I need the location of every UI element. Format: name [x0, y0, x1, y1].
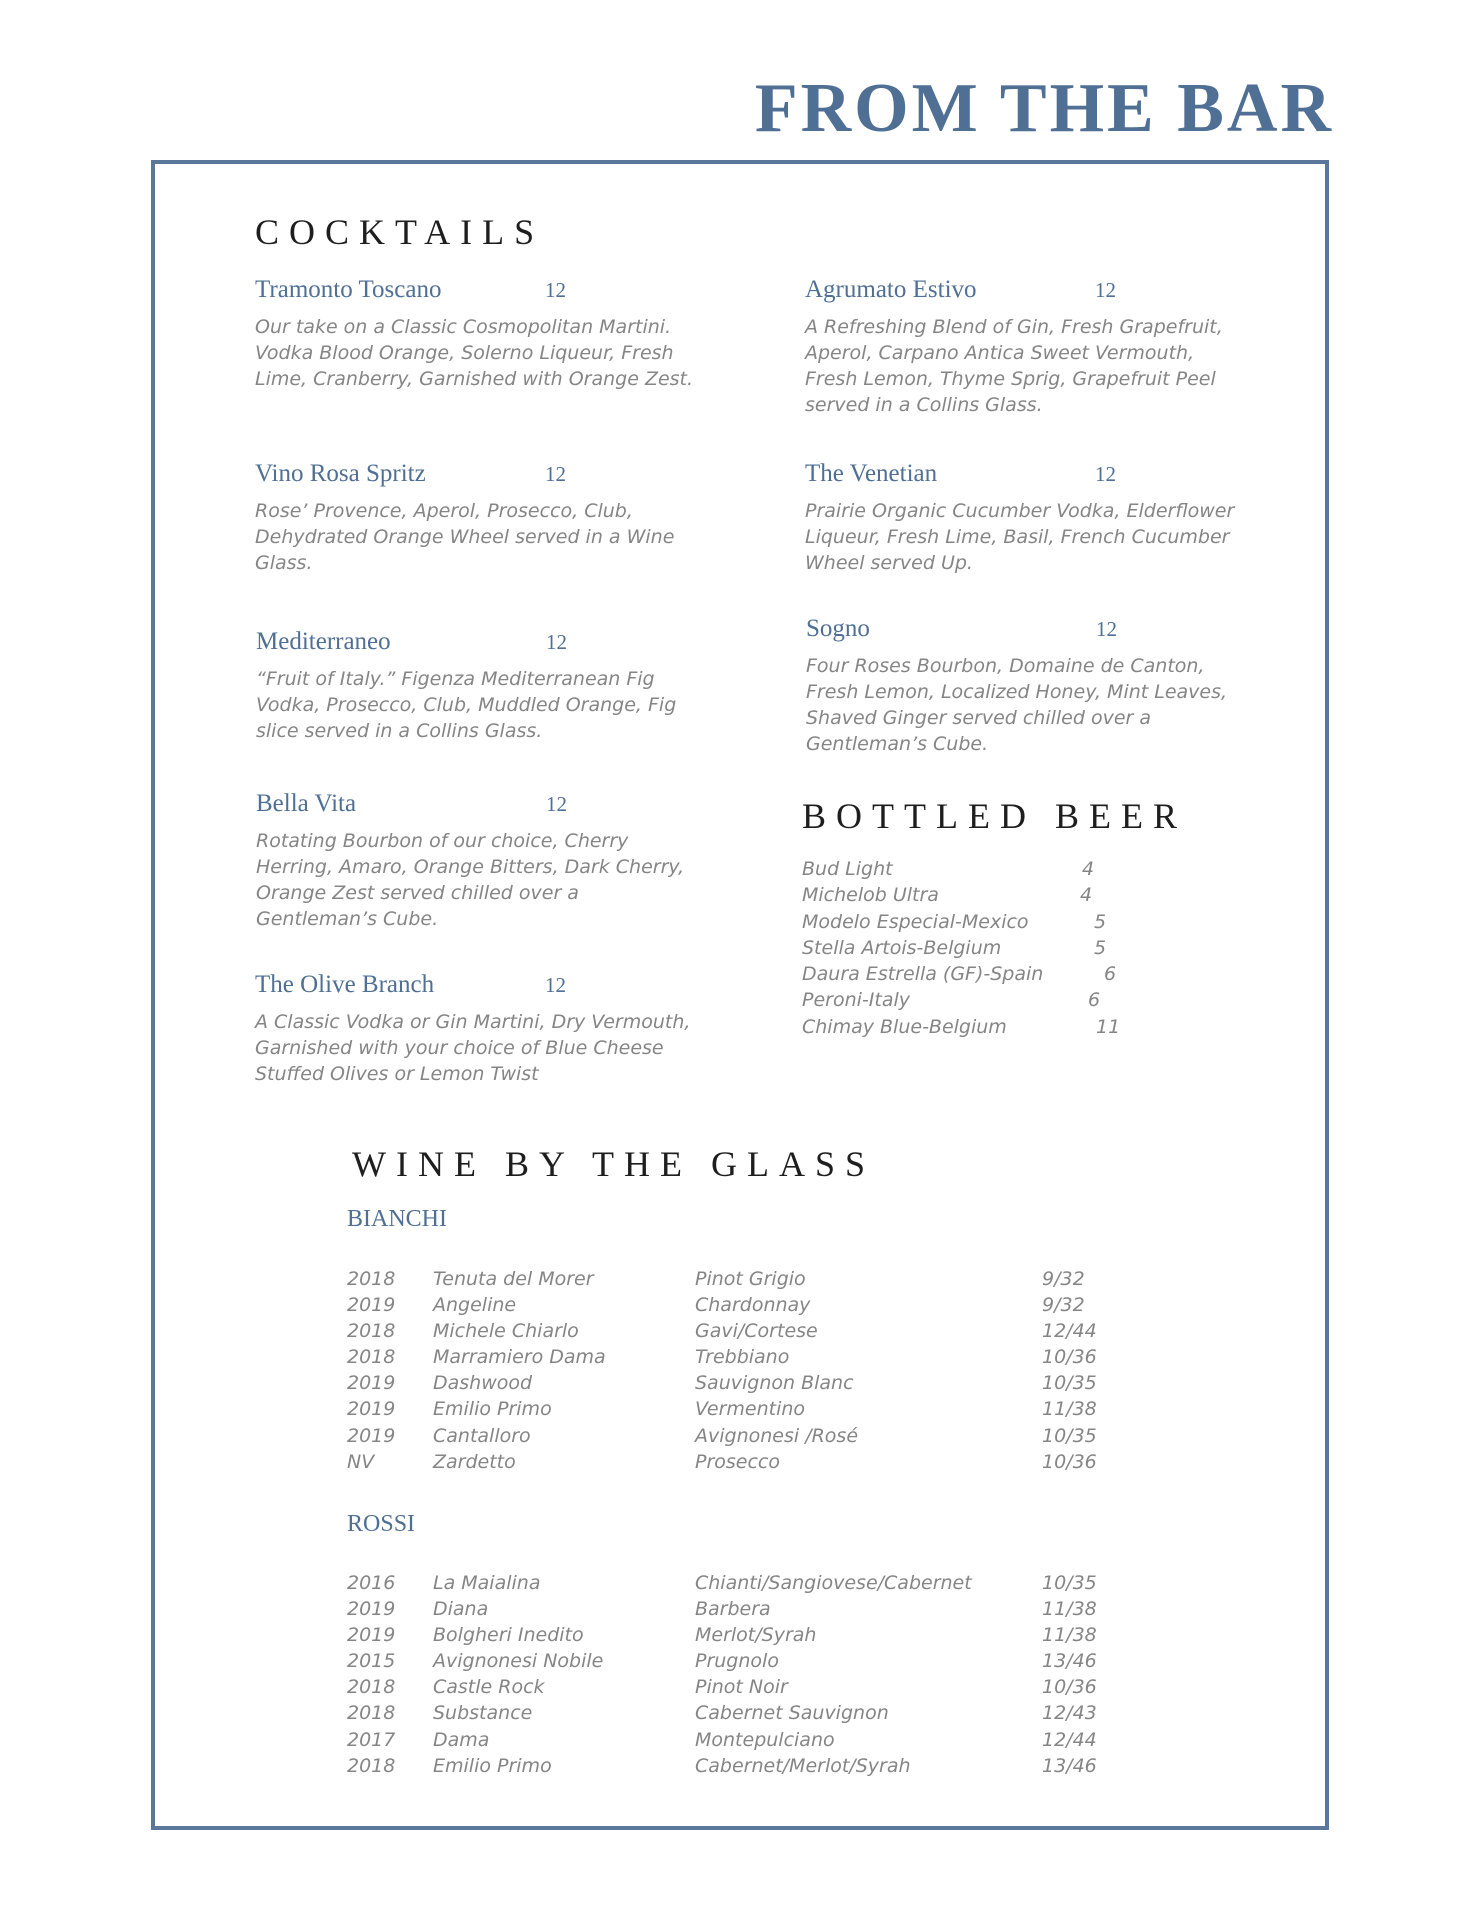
wine-producer: Dashwood: [433, 1372, 533, 1395]
list-item: [802, 989, 1142, 1015]
cocktail-name: Bella Vita: [256, 790, 357, 817]
list-item: [802, 911, 1142, 937]
table-row: [347, 1346, 1147, 1372]
table-row: [347, 1268, 1147, 1294]
beer-price: 6: [1104, 963, 1117, 986]
wine-price: 11/38: [1042, 1598, 1097, 1621]
wine-producer: Michele Chiarlo: [433, 1320, 579, 1343]
wine-producer: Substance: [433, 1702, 533, 1725]
wine-producer: Tenuta del Morer: [433, 1268, 594, 1290]
cocktail-item: [256, 790, 696, 932]
wine-price: 9/32: [1042, 1268, 1085, 1290]
wine-varietal: Avignonesi /Rosé: [695, 1424, 859, 1447]
cocktail-item: [255, 971, 695, 1087]
wine-producer: Bolgheri Inedito: [433, 1624, 584, 1647]
cocktail-name: Tramonto Toscano: [255, 276, 442, 303]
wine-varietal: Pinot Grigio: [695, 1268, 806, 1290]
table-row: [347, 1676, 1147, 1702]
wine-producer: Angeline: [433, 1294, 517, 1317]
list-item: [802, 937, 1142, 963]
wine-varietal: Montepulciano: [695, 1728, 835, 1751]
list-item: [802, 858, 1142, 884]
cocktail-description: “Fruit of Italy.” Figenza Mediterranean Fig Vodka, Prosecco, Club, Muddled Orange, Fig slice served in a Collins Glass.: [256, 668, 677, 742]
wine-price: 12/43: [1042, 1702, 1097, 1725]
cocktail-name: Vino Rosa Spritz: [255, 460, 426, 487]
wine-year: 2019: [347, 1424, 396, 1447]
wine-producer: Zardetto: [433, 1450, 516, 1473]
wine-varietal: Cabernet/Merlot/Syrah: [695, 1754, 911, 1777]
list-item: [802, 884, 1142, 910]
table-row: [347, 1624, 1147, 1650]
wine-varietal: Prugnolo: [695, 1650, 779, 1673]
beer-name: Peroni-Italy: [802, 989, 910, 1012]
beer-name: Bud Light: [802, 858, 893, 880]
cocktail-price: 12: [1096, 617, 1117, 641]
cocktail-item: [806, 615, 1246, 757]
wine-producer: Emilio Primo: [433, 1398, 552, 1421]
wine-year: 2019: [347, 1398, 396, 1421]
cocktail-name: Sogno: [806, 615, 870, 642]
cocktail-price: 12: [545, 462, 566, 486]
wine-price: 10/36: [1042, 1676, 1097, 1699]
wine-year: NV: [347, 1450, 375, 1473]
wine-price: 11/38: [1042, 1624, 1097, 1647]
wine-price: 13/46: [1042, 1754, 1097, 1777]
wine-producer: Marramiero Dama: [433, 1346, 606, 1369]
wine-producer: Diana: [433, 1598, 489, 1621]
wine-year: 2019: [347, 1372, 396, 1395]
table-row: [347, 1729, 1147, 1755]
table-row: [347, 1294, 1147, 1320]
cocktails-heading: COCKTAILS: [255, 212, 545, 252]
wine-year: 2016: [347, 1572, 396, 1594]
wine-price: 9/32: [1042, 1294, 1085, 1317]
wine-varietal: Merlot/Syrah: [695, 1624, 817, 1647]
page-title: FROM THE BAR: [754, 70, 1334, 147]
wine-varietal: Vermentino: [695, 1398, 806, 1421]
wine-varietal: Prosecco: [695, 1450, 780, 1473]
cocktail-description: A Refreshing Blend of Gin, Fresh Grapefruit, Aperol, Carpano Antica Sweet Vermouth, Fresh Lemon, Thyme Sprig, Grapefruit Peel served in a Collins Glass.: [805, 316, 1223, 416]
wine-producer: Castle Rock: [433, 1676, 545, 1699]
table-row: [347, 1572, 1147, 1598]
wine-varietal: Cabernet Sauvignon: [695, 1702, 889, 1725]
wine-heading: WINE BY THE GLASS: [352, 1144, 875, 1184]
wine-year: 2018: [347, 1268, 396, 1290]
beer-name: Michelob Ultra: [802, 884, 939, 907]
cocktail-name: Agrumato Estivo: [805, 276, 977, 303]
wine-year: 2019: [347, 1294, 396, 1317]
rossi-table: [347, 1572, 1147, 1781]
beer-price: 6: [1088, 989, 1101, 1012]
beer-price: 11: [1096, 1015, 1121, 1038]
cocktail-price: 12: [545, 973, 566, 997]
wine-year: 2018: [347, 1702, 396, 1725]
list-item: [802, 1016, 1142, 1042]
beer-price: 5: [1094, 910, 1107, 933]
wine-varietal: Trebbiano: [695, 1346, 790, 1369]
wine-year: 2017: [347, 1728, 396, 1751]
cocktail-price: 12: [546, 630, 567, 654]
beer-list: [802, 858, 1142, 1042]
cocktail-price: 12: [546, 792, 567, 816]
cocktail-price: 12: [545, 278, 566, 302]
table-row: [347, 1320, 1147, 1346]
wine-year: 2015: [347, 1650, 396, 1673]
cocktail-name: Mediterraneo: [256, 628, 391, 655]
beer-name: Daura Estrella (GF)-Spain: [802, 963, 1044, 986]
cocktail-item: [805, 276, 1245, 418]
wine-year: 2019: [347, 1598, 396, 1621]
table-row: [347, 1425, 1147, 1451]
list-item: [802, 963, 1142, 989]
wine-price: 11/38: [1042, 1398, 1097, 1421]
wine-price: 10/36: [1042, 1346, 1097, 1369]
wine-year: 2018: [347, 1320, 396, 1343]
table-row: [347, 1372, 1147, 1398]
table-row: [347, 1451, 1147, 1477]
cocktail-description: Prairie Organic Cucumber Vodka, Elderflower Liqueur, Fresh Lime, Basil, French Cucumber Wheel served Up.: [805, 500, 1235, 574]
wine-producer: Cantalloro: [433, 1424, 531, 1447]
wine-producer: La Maialina: [433, 1572, 541, 1594]
table-row: [347, 1598, 1147, 1624]
bianchi-table: [347, 1268, 1147, 1477]
beer-heading: BOTTLED BEER: [802, 796, 1187, 836]
wine-price: 10/35: [1042, 1572, 1097, 1594]
cocktail-description: Rose’ Provence, Aperol, Prosecco, Club, Dehydrated Orange Wheel served in a Wine Glass.: [255, 500, 675, 574]
table-row: [347, 1755, 1147, 1781]
wine-producer: Emilio Primo: [433, 1754, 552, 1777]
table-row: [347, 1702, 1147, 1728]
cocktail-description: Our take on a Classic Cosmopolitan Martini. Vodka Blood Orange, Solerno Liqueur, Fresh Lime, Cranberry, Garnished with Orange Zest.: [255, 316, 694, 390]
beer-price: 4: [1080, 884, 1093, 907]
beer-price: 4: [1082, 858, 1095, 880]
cocktail-price: 12: [1095, 278, 1116, 302]
beer-price: 5: [1094, 936, 1107, 959]
cocktail-name: The Venetian: [805, 460, 938, 487]
cocktail-item: [255, 460, 695, 576]
wine-varietal: Gavi/Cortese: [695, 1320, 818, 1343]
cocktail-name: The Olive Branch: [255, 971, 435, 998]
beer-name: Chimay Blue-Belgium: [802, 1015, 1007, 1038]
cocktail-item: [255, 276, 695, 392]
wine-year: 2018: [347, 1346, 396, 1369]
cocktail-price: 12: [1095, 462, 1116, 486]
beer-name: Modelo Especial-Mexico: [802, 910, 1029, 933]
wine-producer: Dama: [433, 1728, 490, 1751]
wine-varietal: Chardonnay: [695, 1294, 811, 1317]
wine-varietal: Barbera: [695, 1598, 771, 1621]
wine-producer: Avignonesi Nobile: [433, 1650, 604, 1673]
cocktail-item: [256, 628, 696, 744]
wine-varietal: Sauvignon Blanc: [695, 1372, 854, 1395]
wine-varietal: Pinot Noir: [695, 1676, 788, 1699]
wine-price: 12/44: [1042, 1728, 1097, 1751]
bianchi-heading: BIANCHI: [347, 1206, 447, 1232]
rossi-heading: ROSSI: [347, 1511, 416, 1537]
cocktail-description: A Classic Vodka or Gin Martini, Dry Vermouth, Garnished with your choice of Blue Cheese Stuffed Olives or Lemon Twist: [255, 1011, 691, 1085]
cocktail-description: Rotating Bourbon of our choice, Cherry Herring, Amaro, Orange Bitters, Dark Cherry, Orange Zest served chilled over a Gentleman’s Cube.: [256, 830, 685, 930]
wine-price: 10/36: [1042, 1450, 1097, 1473]
wine-year: 2019: [347, 1624, 396, 1647]
cocktail-description: Four Roses Bourbon, Domaine de Canton, Fresh Lemon, Localized Honey, Mint Leaves, Shaved Ginger served chilled over a Gentleman’s Cube.: [806, 655, 1228, 755]
wine-price: 10/35: [1042, 1424, 1097, 1447]
cocktail-item: [805, 460, 1245, 576]
wine-price: 13/46: [1042, 1650, 1097, 1673]
wine-year: 2018: [347, 1676, 396, 1699]
table-row: [347, 1398, 1147, 1424]
wine-price: 12/44: [1042, 1320, 1097, 1343]
wine-varietal: Chianti/Sangiovese/Cabernet: [695, 1572, 972, 1594]
wine-year: 2018: [347, 1754, 396, 1777]
table-row: [347, 1650, 1147, 1676]
beer-name: Stella Artois-Belgium: [802, 936, 1002, 959]
wine-price: 10/35: [1042, 1372, 1097, 1395]
